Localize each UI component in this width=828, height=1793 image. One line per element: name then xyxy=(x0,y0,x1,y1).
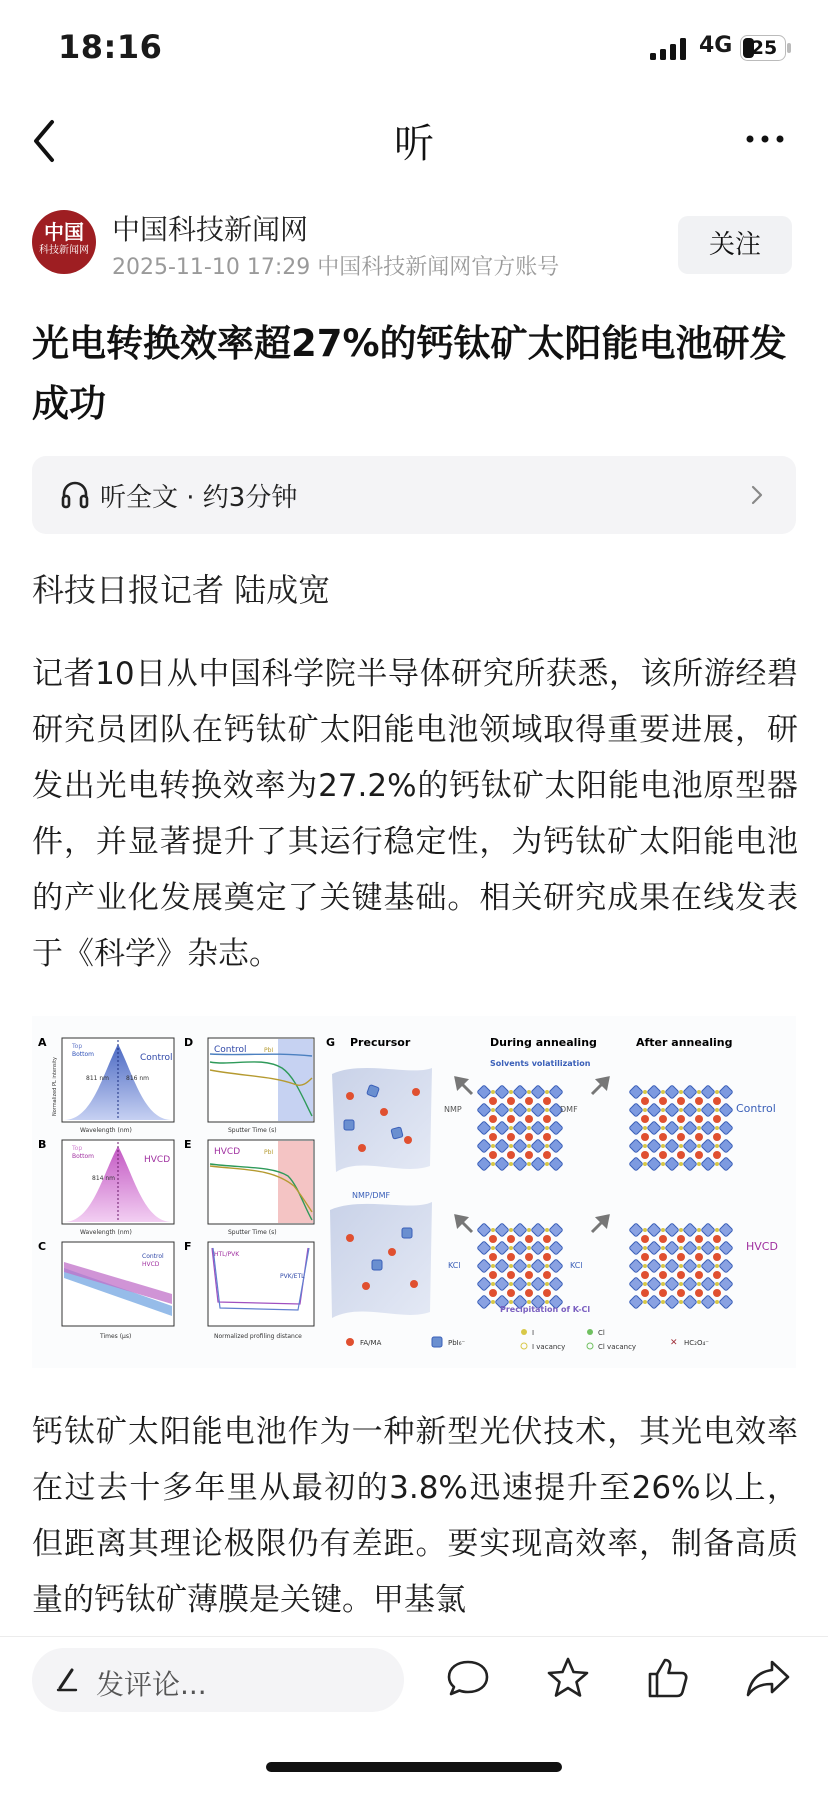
hvcd-label: HVCD xyxy=(746,1240,778,1253)
figure-graphic xyxy=(32,1016,796,1368)
nmp-label: NMP xyxy=(444,1105,462,1114)
chevron-right-icon xyxy=(750,484,764,506)
solvents-label: Solvents volatilization xyxy=(490,1059,591,1068)
author-meta: 2025-11-10 17:29 中国科技新闻网官方账号 xyxy=(112,255,560,280)
panel-a-control: Control xyxy=(140,1053,173,1063)
panel-c-label: C xyxy=(38,1240,47,1253)
comment-input[interactable] xyxy=(32,1648,404,1712)
panel-e-pbi: PbI xyxy=(264,1149,274,1156)
avatar-logo-subtext: 科技新闻网 xyxy=(39,245,89,256)
article-byline: 科技日报记者 陆成宽 xyxy=(32,571,331,609)
stage-during: During annealing xyxy=(490,1036,597,1049)
panel-b-bottom: Bottom xyxy=(72,1153,95,1160)
network-type: 4G xyxy=(699,33,733,58)
panel-d-xlabel: Sputter Time (s) xyxy=(228,1127,277,1134)
signal-icon xyxy=(650,38,688,60)
panel-b-hvcd: HVCD xyxy=(144,1155,171,1165)
comment-icon[interactable] xyxy=(444,1654,492,1702)
panel-b-xlabel: Wavelength (nm) xyxy=(80,1229,132,1236)
listen-label: 听全文 · 约3分钟 xyxy=(100,483,298,513)
legend-cl: Cl xyxy=(598,1329,605,1337)
panel-d-label: D xyxy=(184,1036,194,1049)
panel-c-control: Control xyxy=(142,1253,164,1260)
battery-icon xyxy=(740,35,792,61)
nmp-dmf-label: NMP/DMF xyxy=(352,1191,391,1200)
share-icon[interactable] xyxy=(744,1654,792,1702)
article-title: 光电转换效率超27%的钙钛矿太阳能电池研发成功 xyxy=(32,322,787,425)
kcl-left-label: KCl xyxy=(448,1261,461,1270)
thumbs-up-icon[interactable] xyxy=(644,1654,692,1702)
panel-c-hvcd: HVCD xyxy=(142,1261,160,1268)
stage-precursor: Precursor xyxy=(350,1036,411,1049)
battery-level: 25 xyxy=(750,37,778,59)
panel-d-pbi: PbI xyxy=(264,1047,274,1054)
panel-g-label: G xyxy=(326,1036,336,1049)
legend-i: I xyxy=(532,1329,535,1337)
panel-e-xlabel: Sputter Time (s) xyxy=(228,1229,277,1236)
panel-b-label: B xyxy=(38,1138,47,1151)
panel-a-peak2: 811 nm xyxy=(86,1075,110,1082)
dmf-label: DMF xyxy=(560,1105,578,1114)
panel-a-peak: 816 nm xyxy=(126,1075,150,1082)
follow-button[interactable]: 关注 xyxy=(678,216,792,274)
legend-hc2o4: HC₂O₄⁻ xyxy=(684,1339,709,1347)
nav-title: 听 xyxy=(394,121,434,167)
panel-e-label: E xyxy=(184,1138,192,1151)
panel-b-top: Top xyxy=(72,1145,83,1152)
panel-b-peak: 814 nm xyxy=(92,1175,116,1182)
panel-d-control: Control xyxy=(214,1045,247,1055)
stage-after: After annealing xyxy=(636,1036,733,1049)
headphones-icon xyxy=(60,480,90,510)
legend-cl-vacancy: Cl vacancy xyxy=(598,1343,637,1351)
panel-f-label: F xyxy=(184,1240,192,1253)
home-indicator[interactable] xyxy=(266,1762,562,1772)
kcl-right-label: KCl xyxy=(570,1261,583,1270)
panel-e-hvcd: HVCD xyxy=(214,1147,241,1157)
pen-icon xyxy=(52,1664,82,1694)
panel-f-etl: PVK/ETL xyxy=(280,1273,305,1280)
legend-fa-ma: FA/MA xyxy=(360,1339,382,1347)
article-paragraph: 钙钛矿太阳能电池作为一种新型光伏技术，其光电效率在过去十多年里从最初的3.8%迅速提升至26%以上，但距离其理论极限仍有差距。要实现高效率，制备高质量的钙钛矿薄膜是关键。甲基氯 xyxy=(32,1414,798,1618)
author-name[interactable]: 中国科技新闻网 xyxy=(112,213,309,246)
precipitation-label: Precipitation of K-Cl xyxy=(500,1305,591,1314)
panel-f-htl: HTL/PVK xyxy=(214,1251,240,1258)
article-figure[interactable] xyxy=(32,1016,796,1368)
legend-cross-mark: ✕ xyxy=(670,1338,678,1348)
panel-a-ylabel: Normalized PL intensity xyxy=(52,1056,58,1116)
panel-a-top: Top xyxy=(72,1043,83,1050)
more-icon[interactable] xyxy=(744,124,786,154)
panel-a-label: A xyxy=(38,1036,47,1049)
article-paragraph: 记者10日从中国科学院半导体研究所获悉，该所游经碧研究员团队在钙钛矿太阳能电池领域取得重要进展，研发出光电转换效率为27.2%的钙钛矿太阳能电池原型器件，并显著提升了其运行稳定性，为钙钛矿太阳能电池的产业化发展奠定了关键基础。相关研究成果在线发表于《科学》杂志。 xyxy=(32,656,798,972)
panel-a-bottom: Bottom xyxy=(72,1051,95,1058)
panel-f-xlabel: Normalized profiling distance xyxy=(214,1333,302,1340)
status-time: 18:16 xyxy=(58,28,163,66)
panel-c-xlabel: Times (μs) xyxy=(100,1333,132,1340)
comment-placeholder[interactable]: 发评论... xyxy=(96,1668,207,1701)
avatar-logo-text: 中国 xyxy=(44,220,84,244)
legend-i-vacancy: I vacancy xyxy=(532,1343,566,1351)
legend-pbi6: PbI₆⁻ xyxy=(448,1339,466,1347)
star-icon[interactable] xyxy=(544,1654,592,1702)
author-avatar[interactable] xyxy=(32,210,96,274)
panel-a-xlabel: Wavelength (nm) xyxy=(80,1127,132,1134)
control-label: Control xyxy=(736,1102,776,1115)
